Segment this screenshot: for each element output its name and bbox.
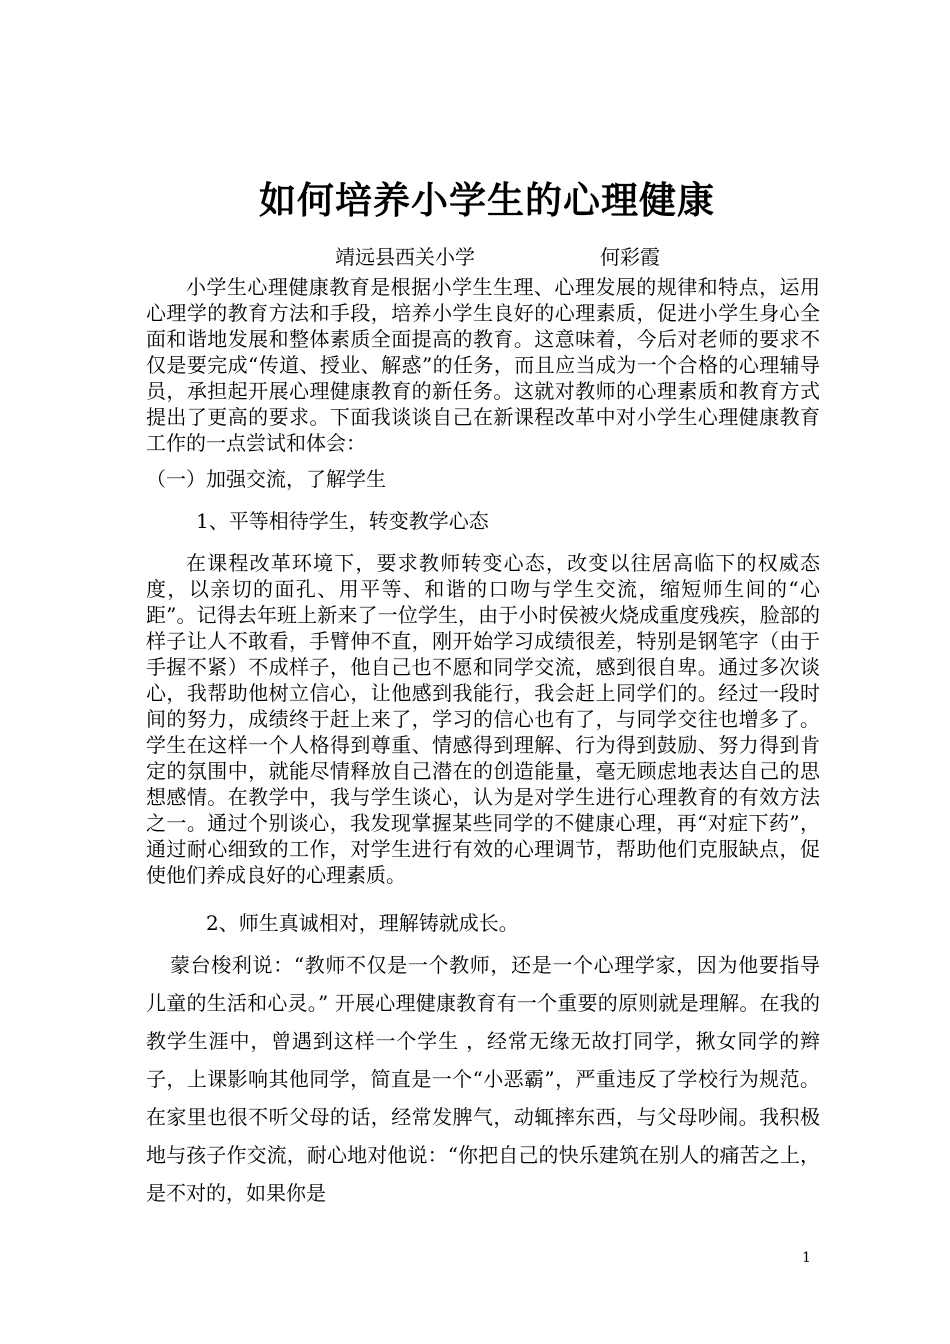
author-name: 何彩霞 (600, 245, 660, 269)
document-title: 如何培养小学生的心理健康 (259, 178, 715, 222)
document-body (146, 172, 820, 1212)
page-number: 1 (802, 1250, 811, 1266)
intro-paragraph: 小学生心理健康教育是根据小学生生理、心理发展的规律和特点，运用心理学的教育方法和手段，培养小学生良好的心理素质，促进小学生身心全面和谐地发展和整体素质全面提高的教育。这意味着，今后对老师的要求不仅是要完成“传道、授业、解惑”的任务，而且应当成为一个合格的心理辅导员，承担起开展心理健康教育的新任务。这就对教师的心理素质和教育方式提出了更高的要求。下面我谈谈自己在新课程改革中对小学生心理健康教育工作的一点尝试和体会： (146, 275, 820, 455)
subsection-heading-2: 2、师生真诚相对，理解铸就成长。 (206, 911, 519, 935)
subsection-paragraph-2: 蒙台梭利说：“教师不仅是一个教师，还是一个心理学家，因为他要指导儿童的生活和心灵。” 开展心理健康教育有一个重要的原则就是理解。在我的教学生涯中，曾遇到这样一个学生 ，经常无缘无故打同学，揪女同学的辫子，上课影响其他同学，简直是一个“小恶霸”，严重违反了学校行为规范。在家里也很不听父母的话，经常发脾气，动辄摔东西，与父母吵闹。我积极地与孩子作交流，耐心地对他说：“你把自己的快乐建筑在别人的痛苦之上，是不对的，如果你是 (146, 953, 820, 1205)
section-heading-1: （一）加强交流，了解学生 (146, 467, 386, 491)
subsection-heading-1: 1、平等相待学生，转变教学心态 (196, 509, 489, 533)
school-name: 靖远县西关小学 (335, 245, 475, 269)
byline (146, 242, 820, 272)
subsection-paragraph-1: 在课程改革环境下，要求教师转变心态，改变以往居高临下的权威态度，以亲切的面孔、用平等、和谐的口吻与学生交流，缩短师生间的“心距”。记得去年班上新来了一位学生，由于小时侯被火烧成重度残疾，脸部的样子让人不敢看，手臂伸不直，刚开始学习成绩很差，特别是钢笔字（由于手握不紧）不成样子，他自己也不愿和同学交流，感到很自卑。通过多次谈心，我帮助他树立信心，让他感到我能行，我会赶上同学们的。经过一段时间的努力，成绩终于赶上来了，学习的信心也有了，与同学交往也增多了。学生在这样一个人格得到尊重、情感得到理解、行为得到鼓励、努力得到肯定的氛围中，就能尽情释放自己潜在的创造能量，毫无顾虑地表达自己的思想感情。在教学中，我与学生谈心，认为是对学生进行心理教育的有效方法之一。通过个别谈心，我发现掌握某些同学的不健康心理，再“对症下药”，通过耐心细致的工作，对学生进行有效的心理调节，帮助他们克服缺点，促使他们养成良好的心理素质。 (146, 551, 820, 887)
